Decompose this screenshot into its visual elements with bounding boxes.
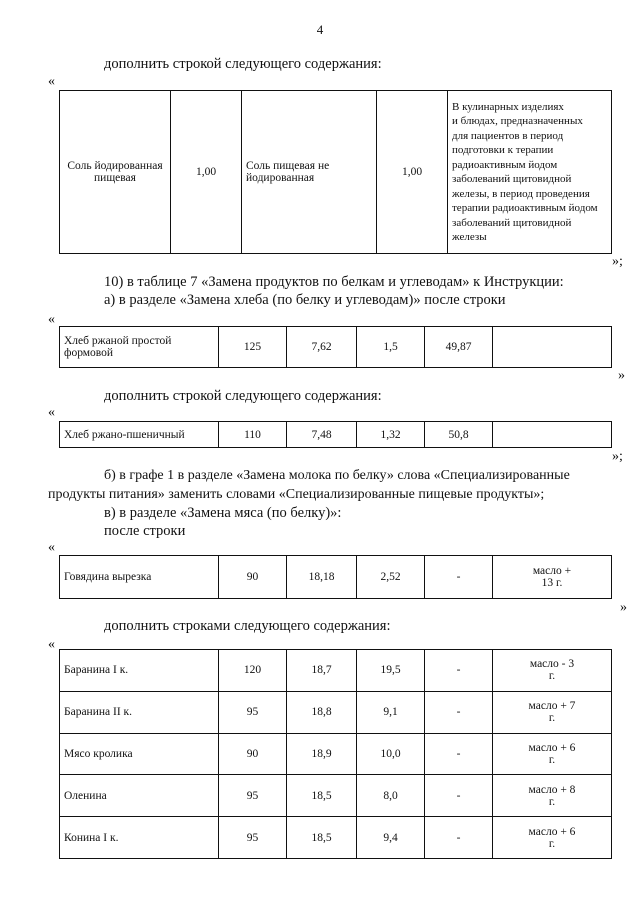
bread-name: Хлеб ржаной простой формовой	[60, 327, 219, 368]
meat-v4: -	[425, 775, 493, 817]
quote-open-5: «	[48, 637, 55, 652]
table-row	[60, 327, 612, 368]
note-line: железы	[452, 231, 487, 243]
meat-name: Баранина II к.	[60, 691, 219, 733]
salt-replacement: Соль пищевая не йодированная	[242, 91, 377, 254]
bread-v3: 1,5	[357, 327, 425, 368]
meat-v2: 18,5	[287, 817, 357, 859]
table-row	[60, 556, 612, 599]
table-row	[60, 817, 612, 859]
meat-name: Оленина	[60, 775, 219, 817]
meat-name: Конина I к.	[60, 817, 219, 859]
quote-close-4: »	[620, 600, 627, 615]
meat-table	[59, 649, 612, 859]
quote-open-4: «	[48, 540, 55, 555]
bread-new-v3: 1,32	[357, 422, 425, 448]
page-number: 4	[316, 22, 324, 37]
beef-v4: -	[425, 556, 493, 599]
quote-open-3: «	[48, 405, 55, 420]
after-row-text: после строки	[104, 523, 186, 539]
meat-v1: 95	[219, 817, 287, 859]
bread-v1: 125	[219, 327, 287, 368]
bread-v2: 7,62	[287, 327, 357, 368]
meat-v3: 19,5	[357, 650, 425, 692]
table-row	[60, 650, 612, 692]
bread-new-name: Хлеб ржано-пшеничный	[60, 422, 219, 448]
para-b-line2: продукты питания» заменить словами «Специализированные пищевые продукты»;	[48, 487, 545, 502]
salt-name: Соль йодированная пищевая	[60, 91, 171, 254]
bread-new-v5	[493, 422, 612, 448]
meat-v5: масло + 7 г.	[493, 691, 612, 733]
bread-new-v1: 110	[219, 422, 287, 448]
intro-text-1: дополнить строкой следующего содержания:	[104, 56, 382, 72]
meat-v1: 120	[219, 650, 287, 692]
bread-new-v4: 50,8	[425, 422, 493, 448]
salt-qty: 1,00	[171, 91, 242, 254]
meat-v4: -	[425, 650, 493, 692]
note-line: заболеваний щитовидной	[452, 173, 572, 185]
bread-table	[59, 326, 612, 368]
bread-v4: 49,87	[425, 327, 493, 368]
quote-open-2: «	[48, 312, 55, 327]
meat-v3: 8,0	[357, 775, 425, 817]
note-line: железы, в период проведения	[452, 187, 590, 200]
meat-v3: 10,0	[357, 733, 425, 775]
note-line: для пациентов в период	[452, 129, 564, 142]
para-v: в) в разделе «Замена мяса (по белку)»:	[104, 505, 342, 521]
meat-v2: 18,5	[287, 775, 357, 817]
table-row	[60, 91, 612, 254]
meat-v3: 9,1	[357, 691, 425, 733]
beef-v5: масло + 13 г.	[493, 556, 612, 599]
beef-v1: 90	[219, 556, 287, 599]
beef-table	[59, 555, 612, 599]
meat-v1: 90	[219, 733, 287, 775]
intro-text-3: дополнить строками следующего содержания:	[104, 618, 391, 634]
table-row	[60, 775, 612, 817]
table-row	[60, 422, 612, 448]
meat-v4: -	[425, 733, 493, 775]
bread-new-table	[59, 421, 612, 448]
meat-v5: масло + 6 г.	[493, 733, 612, 775]
table-row	[60, 733, 612, 775]
para-b-line1: б) в графе 1 в разделе «Замена молока по белку» слова «Специализированные	[104, 468, 570, 483]
note-line: подготовки к терапии	[452, 144, 554, 156]
salt-qty2: 1,00	[377, 91, 448, 254]
table-row	[60, 691, 612, 733]
meat-v1: 95	[219, 691, 287, 733]
salt-note	[448, 91, 612, 254]
bread-new-v2: 7,48	[287, 422, 357, 448]
quote-open-1: «	[48, 74, 55, 89]
note-line: В кулинарных изделиях	[452, 100, 564, 113]
note-line: заболеваний щитовидной	[452, 216, 572, 229]
meat-v4: -	[425, 691, 493, 733]
meat-v5: масло + 8 г.	[493, 775, 612, 817]
meat-v3: 9,4	[357, 817, 425, 859]
quote-close-1: »;	[612, 254, 623, 269]
bread-v5	[493, 327, 612, 368]
meat-v2: 18,7	[287, 650, 357, 692]
para-10: 10) в таблице 7 «Замена продуктов по белкам и углеводам» к Инструкции:	[104, 274, 564, 290]
para-a: а) в разделе «Замена хлеба (по белку и углеводам)» после строки	[104, 292, 506, 308]
meat-v2: 18,9	[287, 733, 357, 775]
meat-v2: 18,8	[287, 691, 357, 733]
meat-v5: масло + 6 г.	[493, 817, 612, 859]
intro-text-2: дополнить строкой следующего содержания:	[104, 388, 382, 404]
note-line: и блюдах, предназначенных	[452, 115, 583, 127]
beef-v2: 18,18	[287, 556, 357, 599]
meat-name: Баранина I к.	[60, 650, 219, 692]
salt-table	[59, 90, 612, 254]
beef-v3: 2,52	[357, 556, 425, 599]
quote-close-2: »	[618, 368, 625, 383]
quote-close-3: »;	[612, 449, 623, 464]
meat-v5: масло - 3 г.	[493, 650, 612, 692]
beef-name: Говядина вырезка	[60, 556, 219, 599]
meat-v1: 95	[219, 775, 287, 817]
note-line: радиоактивным йодом	[452, 158, 558, 171]
meat-v4: -	[425, 817, 493, 859]
meat-name: Мясо кролика	[60, 733, 219, 775]
note-line: терапии радиоактивным йодом	[452, 202, 598, 214]
